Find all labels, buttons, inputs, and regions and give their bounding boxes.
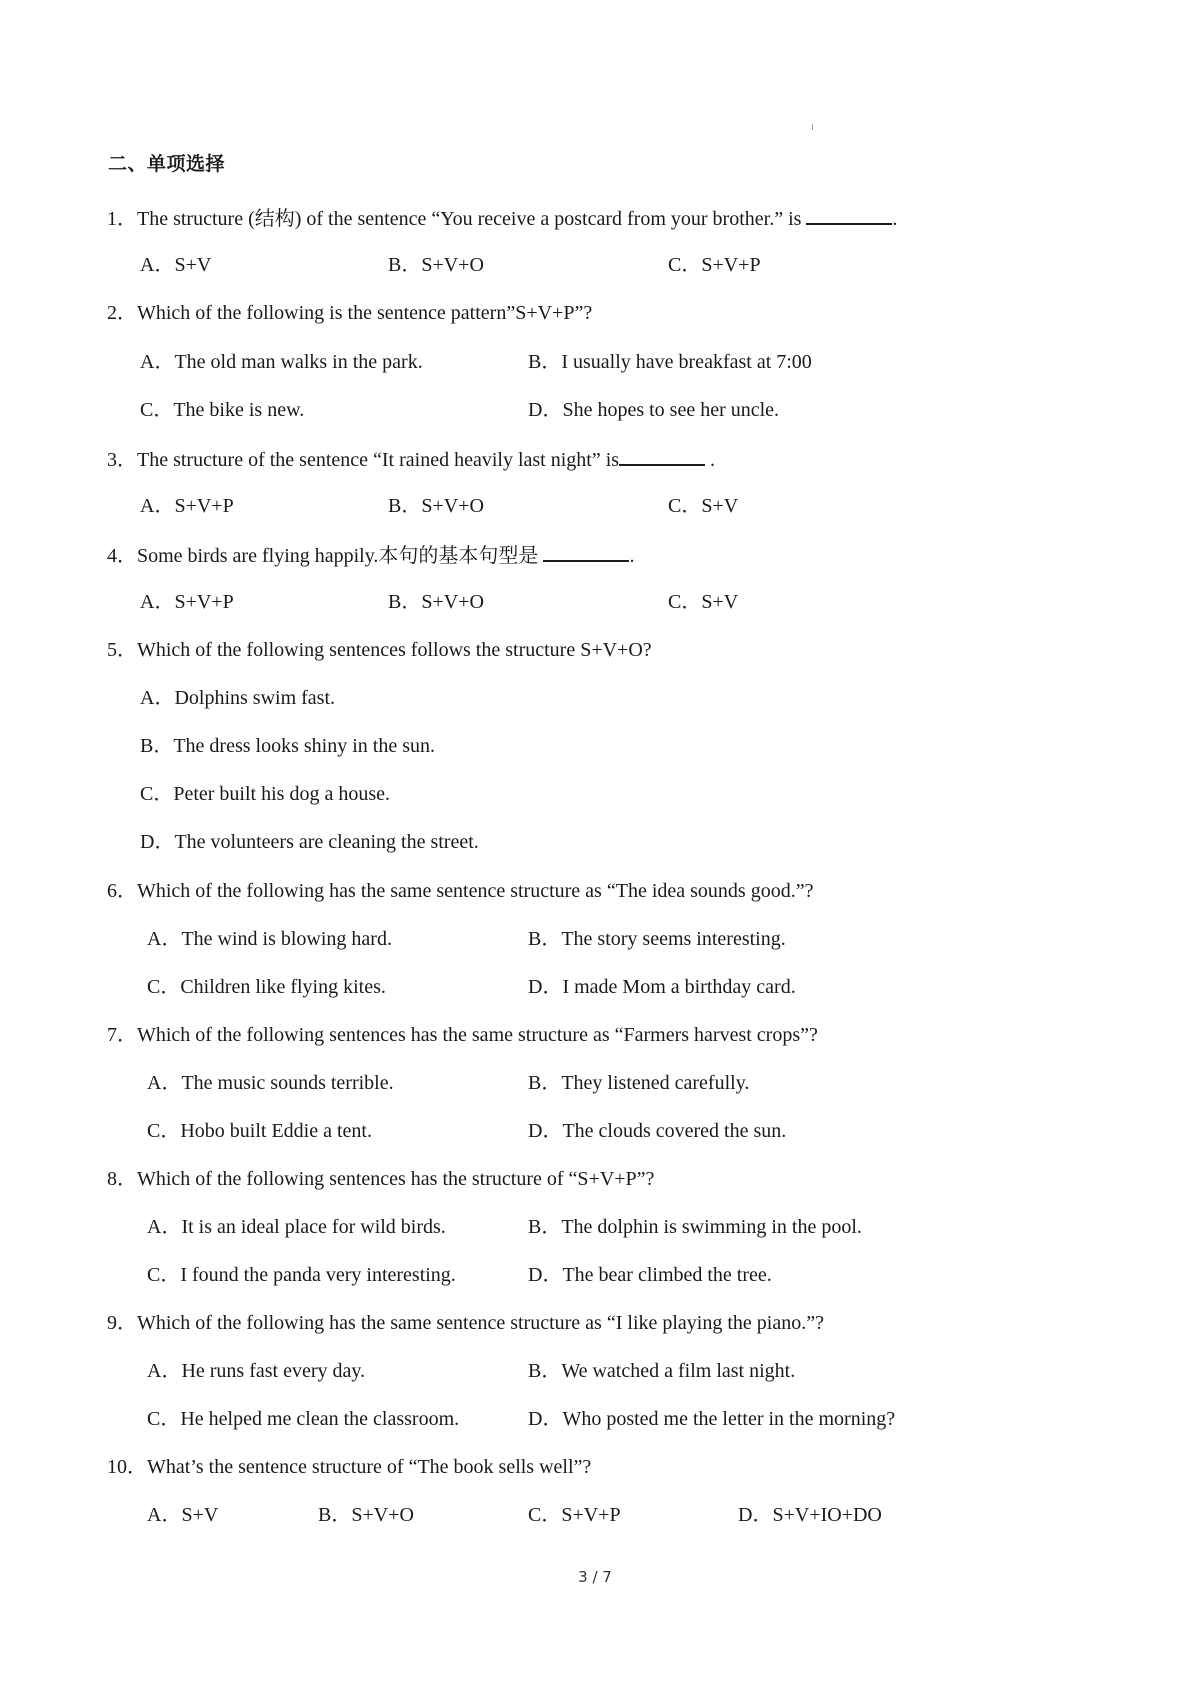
question-number: 9． [107,1312,137,1334]
option-c[interactable]: C．Children like flying kites. [147,976,386,998]
page-number: 3 / 7 [578,1568,612,1586]
question-number: 6． [107,880,137,902]
option-d[interactable]: D．She hopes to see her uncle. [528,399,780,421]
answer-blank[interactable] [806,205,892,225]
option-c[interactable]: C．S+V [668,495,739,517]
question-stem: The structure of the sentence “It rained heavily last night” is [137,449,620,471]
option-a[interactable]: A．He runs fast every day. [147,1360,366,1382]
option-d[interactable]: D．Who posted me the letter in the morning? [528,1408,896,1430]
question-stem: Some birds are flying happily.本句的基本句型是 [137,545,544,567]
option-c[interactable]: C．The bike is new. [140,399,305,421]
question-9 [107,1311,824,1335]
option-b[interactable]: B．S+V+O [318,1504,414,1526]
question-stem: What’s the sentence structure of “The book sells well”? [147,1456,592,1478]
question-5 [107,638,652,662]
option-a[interactable]: A．It is an ideal place for wild birds. [147,1216,446,1238]
answer-blank[interactable] [619,446,705,466]
option-c[interactable]: C．I found the panda very interesting. [147,1264,456,1286]
question-number: 1． [107,208,137,230]
question-stem: Which of the following has the same sentence structure as “I like playing the piano.”? [137,1312,824,1334]
option-b[interactable]: B．We watched a film last night. [528,1360,796,1382]
option-a[interactable]: A．The old man walks in the park. [140,351,423,373]
question-number: 2． [107,302,137,324]
option-b[interactable]: B．The dress looks shiny in the sun. [140,735,435,757]
option-c[interactable]: C．Peter built his dog a house. [140,783,390,805]
question-4 [107,542,634,568]
question-stem-end: . [705,449,716,471]
question-stem: Which of the following sentences follows the structure S+V+O? [137,639,652,661]
option-b[interactable]: B．They listened carefully. [528,1072,750,1094]
question-number: 8． [107,1168,137,1190]
option-b[interactable]: B．The story seems interesting. [528,928,786,950]
question-stem-end: . [892,208,898,230]
option-c[interactable]: C．S+V+P [668,254,761,276]
question-stem: Which of the following is the sentence pattern”S+V+P”? [137,302,593,324]
question-stem: Which of the following has the same sentence structure as “The idea sounds good.”? [137,880,814,902]
option-b[interactable]: B．S+V+O [388,254,484,276]
option-a[interactable]: A．The wind is blowing hard. [147,928,392,950]
option-d[interactable]: D．The volunteers are cleaning the street. [140,831,479,853]
header-mark [812,124,813,130]
option-a[interactable]: A．The music sounds terrible. [147,1072,394,1094]
question-stem: Which of the following sentences has the structure of “S+V+P”? [137,1168,655,1190]
option-b[interactable]: B．I usually have breakfast at 7:00 [528,351,812,373]
option-a[interactable]: A．S+V [147,1504,219,1526]
option-d[interactable]: D．S+V+IO+DO [738,1504,882,1526]
section-title: 二、单项选择 [108,153,226,175]
option-d[interactable]: D．The clouds covered the sun. [528,1120,787,1142]
option-c[interactable]: C．He helped me clean the classroom. [147,1408,460,1430]
question-number: 5． [107,639,137,661]
option-c[interactable]: C．S+V+P [528,1504,621,1526]
option-a[interactable]: A．S+V+P [140,495,234,517]
question-number: 3． [107,449,137,471]
question-7 [107,1023,818,1047]
question-stem-end: . [629,545,635,567]
option-c[interactable]: C．Hobo built Eddie a tent. [147,1120,372,1142]
question-10 [107,1455,591,1479]
option-b[interactable]: B．S+V+O [388,495,484,517]
option-b[interactable]: B．The dolphin is swimming in the pool. [528,1216,862,1238]
question-2 [107,301,592,325]
question-stem: The structure (结构) of the sentence “You receive a postcard from your brother.” is [137,208,807,230]
option-d[interactable]: D．I made Mom a birthday card. [528,976,796,998]
question-1 [107,205,897,231]
option-a[interactable]: A．S+V [140,254,212,276]
option-b[interactable]: B．S+V+O [388,591,484,613]
option-d[interactable]: D．The bear climbed the tree. [528,1264,772,1286]
question-number: 10． [107,1456,147,1478]
question-number: 7． [107,1024,137,1046]
question-number: 4． [107,545,137,567]
question-6 [107,879,813,903]
answer-blank[interactable] [543,542,629,562]
question-stem: Which of the following sentences has the same structure as “Farmers harvest crops”? [137,1024,818,1046]
question-8 [107,1167,654,1191]
question-3 [107,446,715,472]
option-a[interactable]: A．S+V+P [140,591,234,613]
option-a[interactable]: A．Dolphins swim fast. [140,687,335,709]
option-c[interactable]: C．S+V [668,591,739,613]
